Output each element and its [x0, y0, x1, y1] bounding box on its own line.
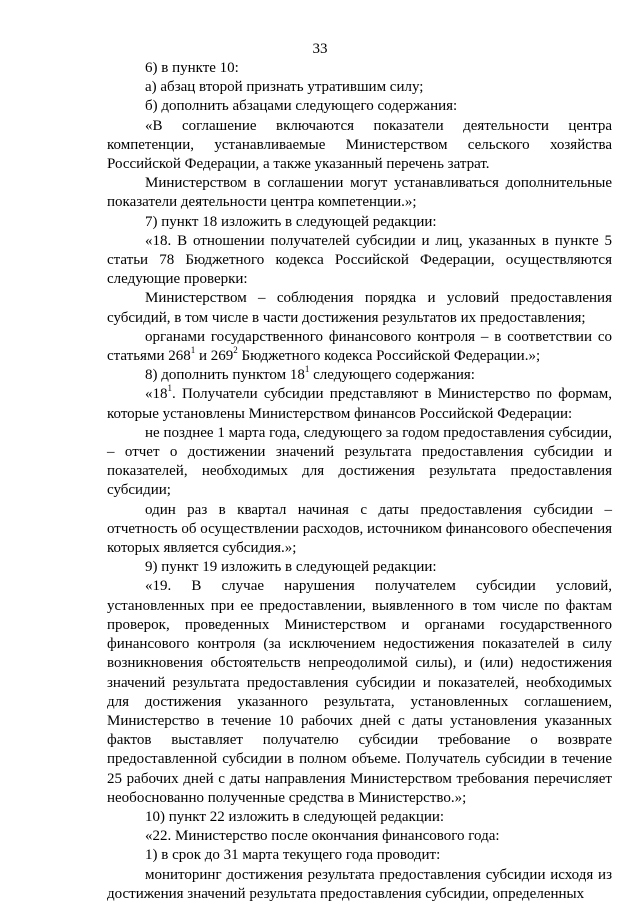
text-run: . Получатели субсидии представляют в Министерство по формам, которые установлены Министерством финансов Российской Федерации: [107, 386, 612, 422]
paragraph: «22. Министерство после окончания финансового года: [145, 828, 500, 845]
paragraph: мониторинг достижения результата предоставления субсидии исходя из достижения значений результата предоставления субсидии, определенных [107, 866, 612, 902]
paragraph: «18. В отношении получателей субсидии и лиц, указанных в пункте 5 статьи 78 Бюджетного кодекса Российской Федерации, осуществляются следующие проверки: [107, 232, 612, 288]
paragraph: «19. В случае нарушения получателем субсидии условий, установленных при ее предоставлении, выявленного в том числе по фактам проверок, проведенных Министерством и органами государственного финансового контроля (за исключением недостижения показателей в силу возникновения обстоятельств непреодолимой силы), и (или) недостижения значений результата предоставления субсидии и показателей, необходимых для достижения указанного результата, установленных соглашением, Министерство в течение 10 рабочих дней с даты установления указанных фактов выставляет получателю субсидии требование о возврате предоставленной субсидии в полном объеме. Получатель субсидии в течение 25 рабочих дней с даты направления Министерством требования перечисляет необоснованно полученные средства в Министерство.»; [107, 578, 612, 806]
text-run: и 269 [195, 348, 234, 365]
paragraph: не позднее 1 марта года, следующего за годом предоставления субсидии, – отчет о достижении значений результата предоставления субсидии и показателей, необходимых для достижения результата предоставления субсидии; [107, 424, 612, 499]
text-run: следующего содержания: [309, 367, 475, 384]
paragraph: а) абзац второй признать утратившим силу; [145, 79, 424, 96]
superscript: 1 [304, 364, 310, 375]
paragraph [107, 366, 612, 385]
paragraph: «В соглашение включаются показатели деятельности центра компетенции, устанавливаемые Министерством сельского хозяйства Российской Федерации, а также указанный перечень затрат. [107, 117, 612, 173]
text-run: «18 [145, 386, 168, 403]
paragraph: Министерством в соглашении могут устанавливаться дополнительные показатели деятельности центра компетенции.»; [107, 175, 612, 211]
paragraph [107, 385, 612, 423]
paragraph: 9) пункт 19 изложить в следующей редакции: [145, 559, 437, 576]
paragraph: 6) в пункте 10: [145, 60, 239, 76]
paragraph [107, 328, 612, 366]
document-body [107, 59, 612, 904]
text-run: органами государственного финансового контроля – в соответствии со статьями 268 [107, 328, 612, 365]
superscript: 2 [233, 345, 238, 356]
superscript: 1 [167, 383, 172, 394]
text-run: 8) дополнить пунктом 18 [145, 367, 305, 384]
paragraph: Министерством – соблюдения порядка и условий предоставления субсидий, в том числе в части достижения результатов их предоставления; [107, 290, 612, 326]
superscript: 1 [190, 345, 196, 356]
paragraph: 10) пункт 22 изложить в следующей редакции: [145, 808, 445, 825]
paragraph: 1) в срок до 31 марта текущего года проводит: [145, 847, 441, 864]
paragraph: б) дополнить абзацами следующего содержания: [145, 98, 458, 115]
text-run: Бюджетного кодекса Российской Федерации.»; [237, 348, 541, 365]
paragraph: 7) пункт 18 изложить в следующей редакции: [145, 213, 437, 230]
page-number: 33 [312, 41, 328, 57]
paragraph: один раз в квартал начиная с даты предоставления субсидии – отчетность об осуществлении расходов, источником финансового обеспечения которых является субсидия.»; [107, 501, 612, 557]
